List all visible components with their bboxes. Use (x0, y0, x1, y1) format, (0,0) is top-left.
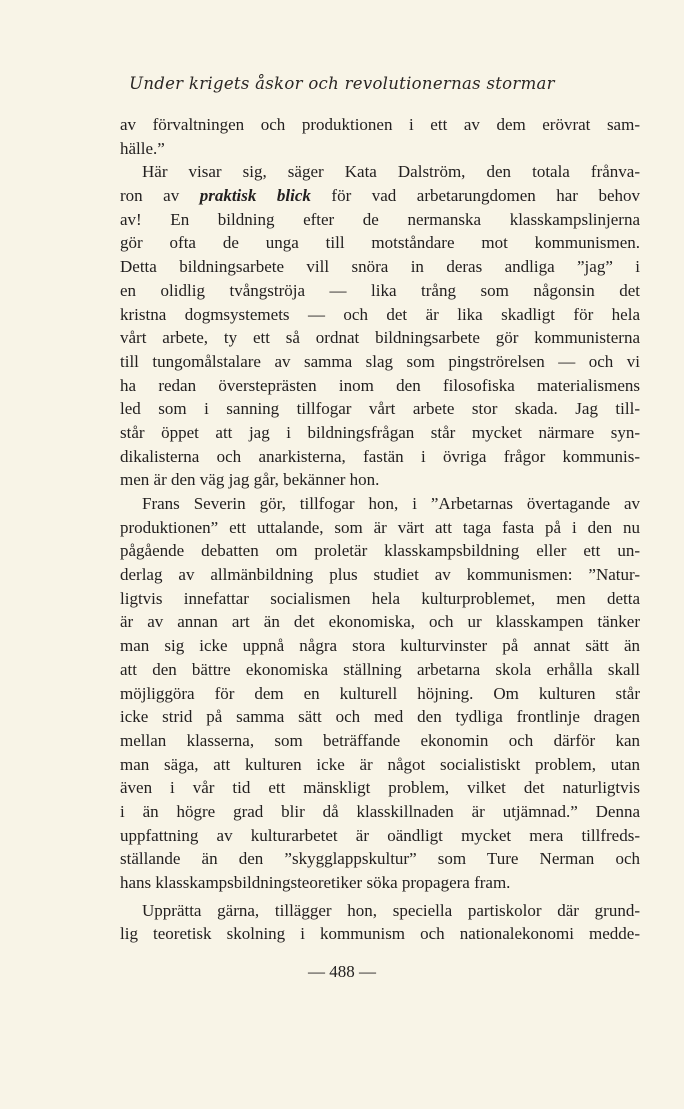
text-line: hans klasskampsbildningsteoretiker söka propagera fram. (120, 873, 511, 892)
text-line: ha redan översteprästen inom den filosofiska materialismens (120, 375, 640, 395)
text-line: kristna dogmsystemets — och det är lika skadligt för hela (120, 304, 640, 324)
text-line: dikalisterna och anarkisterna, fastän i övriga frågor kommunis- (120, 446, 640, 466)
body-text (120, 113, 640, 946)
paragraph-1 (120, 113, 640, 160)
text-line: uppfattning av kulturarbetet är oändligt mycket mera tillfreds- (120, 825, 640, 845)
text-line: att den bättre ekonomiska ställning arbetarna skola erhålla skall (120, 659, 640, 679)
text-fragment: för vad arbetarungdomen har behov (310, 186, 640, 206)
text-line: av! En bildning efter de nermanska klasskampslinjerna (120, 209, 640, 229)
text-line: produktionen” ett uttalande, som är värt att taga fasta på i den nu (120, 517, 640, 537)
text-line: man sig icke uppnå några stora kulturvinster på annat sätt än (120, 636, 640, 656)
text-line: en olidlig tvångströja — lika trång som någonsin det (120, 280, 640, 300)
text-line: även i vår tid ett mänskligt problem, vilket det naturligtvis (120, 778, 640, 798)
text-line: pågående debatten om proletär klasskampsbildning eller ett un- (120, 541, 640, 561)
text-line: möjliggöra för dem en kulturell höjning. Om kulturen står (120, 683, 640, 703)
text-line-with-emphasis (120, 184, 640, 208)
paragraph-2 (120, 160, 640, 492)
text-line: står öppet att jag i bildningsfrågan står mycket närmare syn- (120, 422, 640, 442)
text-line: gör ofta de unga till motståndare mot kommunismen. (120, 233, 640, 253)
page-number: — 488 — (308, 962, 376, 981)
text-line: av förvaltningen och produktionen i ett av dem erövrat sam- (120, 115, 640, 134)
emphasis-praktisk-blick: praktisk blick (199, 186, 311, 206)
text-line: Detta bildningsarbete vill snöra in deras andliga ”jag” i (120, 257, 640, 277)
text-line: ställande än den ”skygglappskultur” som Ture Nerman och (120, 849, 640, 869)
text-line: led som i sanning tillfogar vårt arbete stor skada. Jag till- (120, 399, 640, 419)
text-line: mellan klasserna, som beträffande ekonomin och därför kan (120, 730, 640, 750)
text-line: icke strid på samma sätt och med den tydliga frontlinje dragen (120, 707, 640, 727)
text-line: man säga, att kulturen icke är något socialistiskt problem, utan (120, 754, 640, 774)
text-line: till tungomålstalare av samma slag som pingströrelsen — och vi (120, 351, 640, 371)
text-line: ligtvis innefattar socialismen hela kulturproblemet, men detta (120, 588, 640, 608)
text-line: hälle.” (120, 138, 165, 158)
text-line: men är den väg jag går, bekänner hon. (120, 470, 380, 490)
text-line: i än högre grad blir då klasskillnaden är utjämnad.” Denna (120, 801, 640, 821)
running-header: Under krigets åskor och revolutionernas stormar (129, 74, 555, 93)
text-line: derlag av allmänbildning plus studiet av kommunismen: ”Natur- (120, 565, 640, 585)
text-line: Upprätta gärna, tillägger hon, speciella partiskolor där grund- (142, 900, 640, 920)
text-line: är av annan art än det ekonomiska, och ur klasskampen tänker (120, 612, 640, 632)
text-line: Frans Severin gör, tillfogar hon, i ”Arbetarnas övertagande av (142, 494, 640, 513)
paragraph-3 (120, 492, 640, 895)
text-line: vårt arbete, ty ett så ordnat bildningsarbete gör kommunisterna (120, 328, 640, 348)
paragraph-4 (120, 899, 640, 946)
text-line: lig teoretisk skolning i kommunism och nationalekonomi medde- (120, 924, 640, 944)
text-line: Här visar sig, säger Kata Dalström, den totala frånva- (142, 162, 640, 182)
text-fragment: ron av (120, 186, 200, 206)
